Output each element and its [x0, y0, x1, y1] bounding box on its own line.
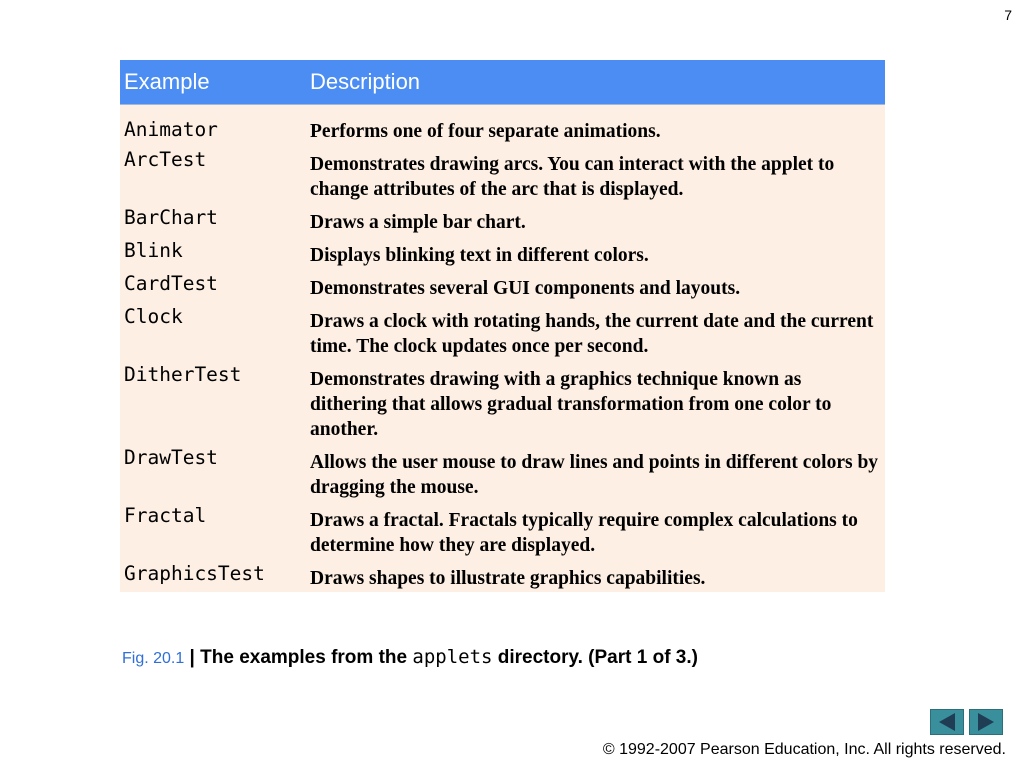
example-name-cell: DitherTest — [124, 363, 242, 386]
example-description-cell: Performs one of four separate animations. — [310, 121, 661, 142]
figure-label: Fig. 20.1 — [122, 650, 185, 667]
example-name-cell: DrawTest — [124, 446, 218, 469]
example-name-cell: CardTest — [124, 272, 218, 295]
copyright-notice: © 1992-2007 Pearson Education, Inc. All rights reserved. — [602, 741, 1006, 758]
caption-text-end: directory. (Part 1 of 3.) — [492, 647, 698, 668]
table-row — [120, 505, 885, 563]
table-row — [120, 364, 885, 447]
table-header-row — [120, 60, 885, 105]
example-description-cell: Demonstrates drawing with a graphics technique known as dithering that allows gradual transformation from one color to another. — [310, 369, 832, 440]
caption-separator: | — [184, 647, 201, 668]
figure-caption — [122, 646, 698, 669]
caption-code: applets — [412, 646, 493, 668]
left-arrow-icon — [931, 710, 963, 734]
example-name-cell: Blink — [124, 239, 183, 262]
table-row — [120, 447, 885, 505]
previous-slide-button[interactable] — [930, 709, 964, 735]
table-row — [120, 149, 885, 207]
examples-table — [120, 60, 885, 592]
table-row — [120, 240, 885, 273]
example-description-cell: Demonstrates drawing arcs. You can interact with the applet to change attributes of the arc that is displayed. — [310, 154, 835, 200]
example-name-cell: BarChart — [124, 206, 218, 229]
example-name-cell: Animator — [124, 118, 218, 141]
table-row — [120, 273, 885, 306]
table-row — [120, 105, 885, 150]
examples-table-container — [120, 60, 885, 592]
table-row — [120, 563, 885, 592]
page-number: 7 — [1004, 7, 1012, 23]
example-description-cell: Allows the user mouse to draw lines and points in different colors by dragging the mouse. — [310, 452, 879, 498]
example-description-cell: Draws shapes to illustrate graphics capabilities. — [310, 568, 706, 589]
example-name-cell: GraphicsTest — [124, 562, 265, 585]
column-header-description: Description — [304, 60, 885, 105]
example-name-cell: Fractal — [124, 504, 207, 527]
column-header-example: Example — [120, 60, 304, 105]
example-description-cell: Draws a clock with rotating hands, the current date and the current time. The clock updates once per second. — [310, 311, 874, 357]
example-name-cell: Clock — [124, 305, 183, 328]
caption-text-start: The examples from the — [200, 647, 413, 668]
next-slide-button[interactable] — [969, 709, 1003, 735]
example-name-cell: ArcTest — [124, 148, 207, 171]
table-row — [120, 306, 885, 364]
example-description-cell: Demonstrates several GUI components and layouts. — [310, 278, 741, 299]
example-description-cell: Draws a fractal. Fractals typically require complex calculations to determine how they are displayed. — [310, 510, 858, 556]
table-row — [120, 207, 885, 240]
slide-navigation — [930, 709, 1003, 735]
right-arrow-icon — [970, 710, 1002, 734]
example-description-cell: Draws a simple bar chart. — [310, 212, 526, 233]
example-description-cell: Displays blinking text in different colors. — [310, 245, 649, 266]
